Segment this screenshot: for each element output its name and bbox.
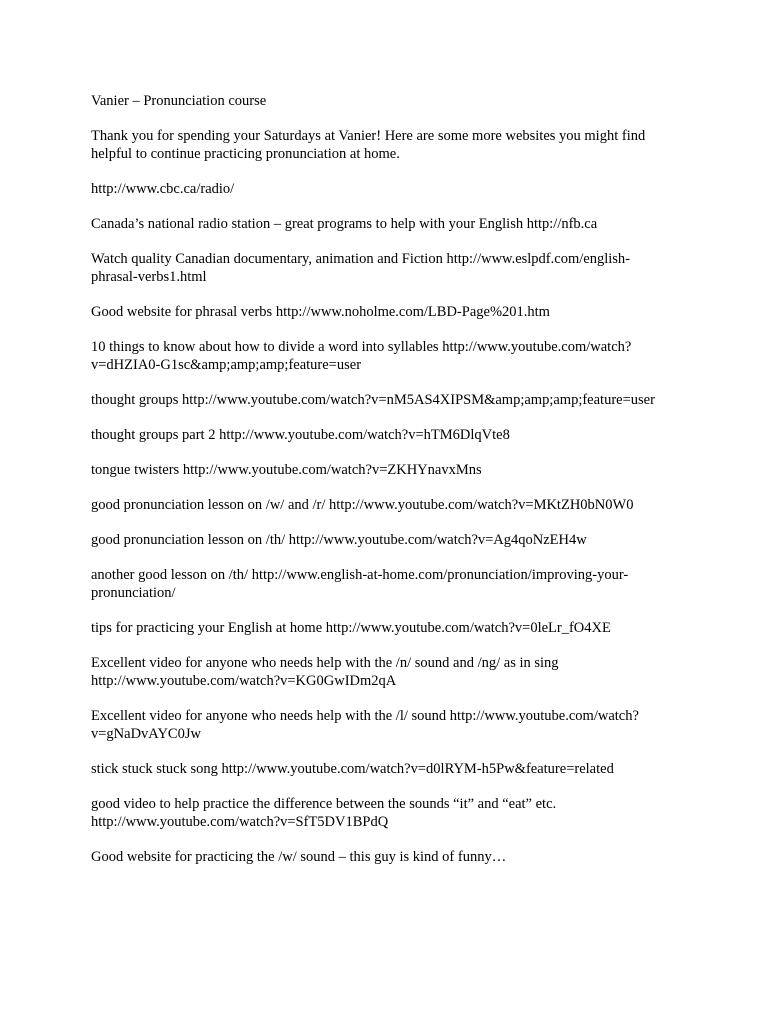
paragraph-line: another good lesson on /th/ http://www.english-at-home.com/pronunciation/improving-your- <box>91 567 629 583</box>
paragraph-line: thought groups part 2 http://www.youtube.com/watch?v=hTM6DlqVte8 <box>91 427 510 443</box>
paragraph-list <box>91 127 691 866</box>
document-paragraph <box>91 795 691 831</box>
paragraph-line: Canada’s national radio station – great programs to help with your English http://nfb.ca <box>91 216 598 232</box>
document-paragraph <box>91 496 691 514</box>
paragraph-line: phrasal-verbs1.html <box>91 269 207 285</box>
document-paragraph <box>91 707 691 743</box>
paragraph-line: Good website for practicing the /w/ sound – this guy is kind of funny… <box>91 849 507 865</box>
document-paragraph <box>91 391 691 409</box>
document-body <box>91 92 691 883</box>
document-paragraph <box>91 531 691 549</box>
document-paragraph <box>91 848 691 866</box>
paragraph-line: Watch quality Canadian documentary, animation and Fiction http://www.eslpdf.com/english- <box>91 251 630 267</box>
document-paragraph <box>91 303 691 321</box>
paragraph-line: pronunciation/ <box>91 585 176 601</box>
paragraph-line: http://www.youtube.com/watch?v=SfT5DV1BPdQ <box>91 814 389 830</box>
paragraph-line: Thank you for spending your Saturdays at Vanier! Here are some more websites you might find <box>91 128 646 144</box>
document-paragraph <box>91 338 691 374</box>
paragraph-line: 10 things to know about how to divide a word into syllables http://www.youtube.com/watch? <box>91 339 632 355</box>
paragraph-line: good video to help practice the difference between the sounds “it” and “eat” etc. <box>91 796 557 812</box>
document-paragraph <box>91 180 691 198</box>
document-paragraph <box>91 215 691 233</box>
paragraph-line: tongue twisters http://www.youtube.com/watch?v=ZKHYnavxMns <box>91 462 482 478</box>
document-paragraph <box>91 760 691 778</box>
paragraph-line: v=gNaDvAYC0Jw <box>91 726 201 742</box>
document-paragraph <box>91 566 691 602</box>
document-paragraph <box>91 654 691 690</box>
paragraph-line: http://www.cbc.ca/radio/ <box>91 181 235 197</box>
paragraph-line: thought groups http://www.youtube.com/watch?v=nM5AS4XIPSM&amp;amp;amp;feature=user <box>91 392 655 408</box>
paragraph-line: Good website for phrasal verbs http://www.noholme.com/LBD-Page%201.htm <box>91 304 550 320</box>
paragraph-line: Excellent video for anyone who needs help with the /l/ sound http://www.youtube.com/watch? <box>91 708 639 724</box>
paragraph-line: helpful to continue practicing pronunciation at home. <box>91 146 400 162</box>
document-paragraph <box>91 127 691 163</box>
document-paragraph <box>91 619 691 637</box>
paragraph-line: v=dHZIA0-G1sc&amp;amp;amp;feature=user <box>91 357 362 373</box>
document-paragraph <box>91 426 691 444</box>
paragraph-line: http://www.youtube.com/watch?v=KG0GwIDm2qA <box>91 673 397 689</box>
paragraph-line: tips for practicing your English at home http://www.youtube.com/watch?v=0leLr_fO4XE <box>91 620 611 636</box>
document-paragraph <box>91 250 691 286</box>
document-title: Vanier – Pronunciation course <box>91 93 267 109</box>
paragraph-line: stick stuck stuck song http://www.youtube.com/watch?v=d0lRYM-h5Pw&feature=related <box>91 761 614 777</box>
document-paragraph <box>91 461 691 479</box>
paragraph-line: good pronunciation lesson on /th/ http://www.youtube.com/watch?v=Ag4qoNzEH4w <box>91 532 587 548</box>
paragraph-line: Excellent video for anyone who needs help with the /n/ sound and /ng/ as in sing <box>91 655 559 671</box>
paragraph-line: good pronunciation lesson on /w/ and /r/ http://www.youtube.com/watch?v=MKtZH0bN0W0 <box>91 497 634 513</box>
